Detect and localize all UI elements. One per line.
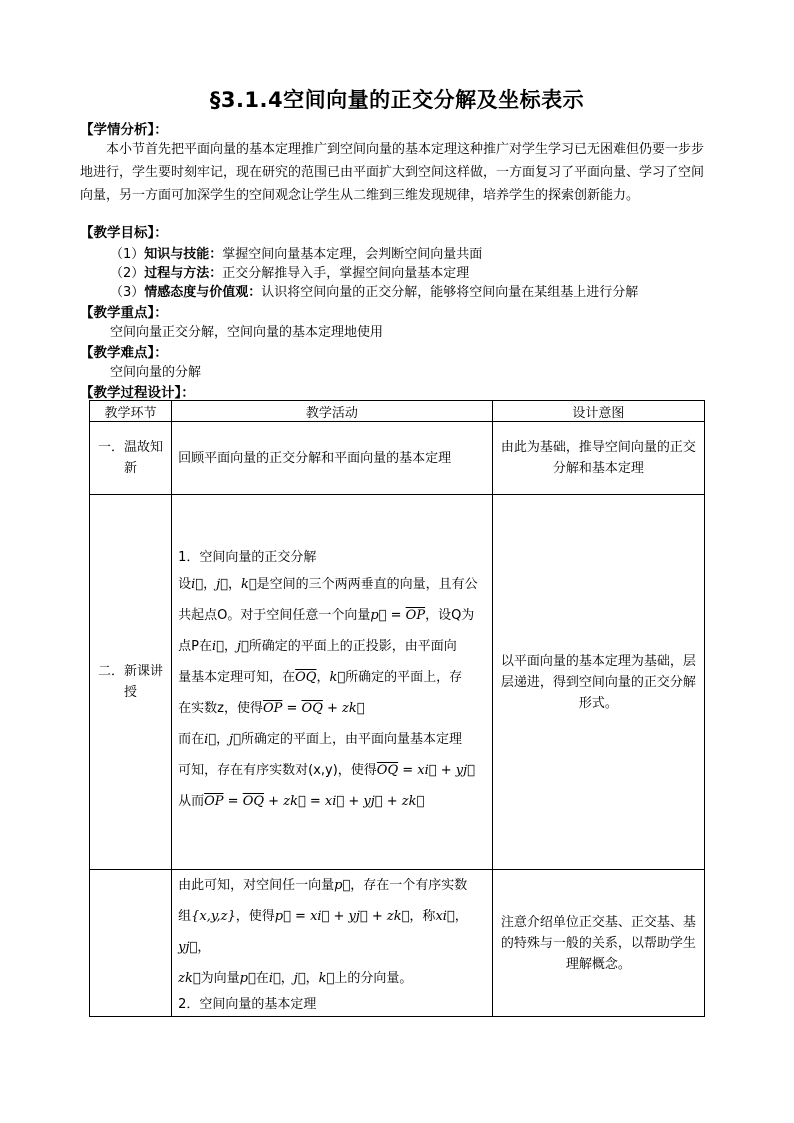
goal-item-1: （1）知识与技能：掌握空间向量基本定理，会判断空间向量共面 bbox=[110, 247, 483, 262]
row3-line-2: 组{x,y,z}，使得p⃗ = xi⃗ + yj⃗ + zk⃗，称xi⃗，yj⃗， bbox=[178, 909, 468, 955]
row1-intent: 由此为基础，推导空间向量的正交分解和基本定理 bbox=[492, 422, 704, 495]
key-points-text: 空间向量正交分解，空间向量的基本定理地使用 bbox=[110, 325, 384, 340]
difficulties-heading: 【教学难点】： bbox=[80, 345, 168, 361]
row1-activity: 回顾平面向量的正交分解和平面向量的基本定理 bbox=[172, 422, 493, 495]
row2-line-7: 可知，存在有序实数对(x,y)，使得$\overline{OQ}$ = xi⃗ + yj⃗ bbox=[178, 763, 475, 778]
analysis-text: 本小节首先把平面向量的基本定理推广到空间向量的基本定理这种推广对学生学习已无困难但仍要一步步地进行，学生要时刻牢记，现在研究的范围已由平面扩大到空间这样做，一方面复习了平面向量、学习了空间向量，另一方面可加深学生的空间观念让学生从二维到三维发现规律，培养学生的探索创新能力。 bbox=[80, 142, 705, 203]
row3-intent: 注意介绍单位正交基、正交基、基的特殊与一般的关系，以帮助学生理解概念。 bbox=[492, 870, 704, 1017]
row3-activity bbox=[172, 870, 493, 1017]
row2-section-title: 1．空间向量的正交分解 bbox=[178, 550, 317, 565]
row2-line-4: 量基本定理可知，在$\overline{OQ}$，k⃗所确定的平面上，存 bbox=[178, 670, 463, 685]
row1-stage: 一．温故知新 bbox=[90, 422, 172, 495]
key-points-heading: 【教学重点】： bbox=[80, 305, 168, 321]
row2-intent: 以平面向量的基本定理为基础，层层递进，得到空间向量的正交分解形式。 bbox=[492, 495, 704, 870]
table-row bbox=[90, 495, 705, 870]
header-stage: 教学环节 bbox=[90, 401, 172, 422]
row2-line-2: 共起点O。对于空间任意一个向量p⃗ = $\overline{OP}$，设Q为 bbox=[178, 608, 475, 623]
row2-line-8: 从而$\overline{OP} = \overline{OQ}$ + zk⃗ = xi⃗ + yj⃗ + zk⃗ bbox=[178, 794, 425, 809]
row3-line-3: zk⃗为向量p⃗在i⃗，j⃗，k⃗上的分向量。 bbox=[178, 971, 413, 986]
row2-line-3: 点P在i⃗，j⃗所确定的平面上的正投影，由平面向 bbox=[178, 639, 457, 654]
row3-line-1: 由此可知，对空间任一向量p⃗，存在一个有序实数 bbox=[178, 878, 468, 893]
row3-section-title: 2．空间向量的基本定理 bbox=[178, 997, 317, 1012]
table-header-row bbox=[90, 401, 705, 422]
table-row bbox=[90, 870, 705, 1017]
page-title: §3.1.4空间向量的正交分解及坐标表示 bbox=[209, 88, 585, 112]
process-table bbox=[89, 400, 705, 1017]
row2-line-1: 设i⃗，j⃗，k⃗是空间的三个两两垂直的向量，且有公 bbox=[178, 577, 478, 592]
header-activity: 教学活动 bbox=[172, 401, 493, 422]
goals-heading: 【教学目标】： bbox=[80, 225, 168, 241]
process-heading: 【教学过程设计】： bbox=[80, 385, 195, 401]
row3-stage bbox=[90, 870, 172, 1017]
row2-line-5: 在实数z，使得$\overline{OP} = \overline{OQ}$ + zk⃗ bbox=[178, 701, 365, 716]
row2-line-6: 而在i⃗，j⃗所确定的平面上，由平面向量基本定理 bbox=[178, 732, 462, 747]
header-intent: 设计意图 bbox=[492, 401, 704, 422]
goal-item-2: （2）过程与方法：正交分解推导入手，掌握空间向量基本定理 bbox=[110, 266, 470, 281]
analysis-heading: 【学情分析】： bbox=[80, 122, 168, 138]
difficulties-text: 空间向量的分解 bbox=[110, 365, 202, 380]
table-row bbox=[90, 422, 705, 495]
row2-stage: 二．新课讲授 bbox=[90, 495, 172, 870]
row2-activity bbox=[172, 495, 493, 870]
goal-item-3: （3）情感态度与价值观：认识将空间向量的正交分解，能够将空间向量在某组基上进行分解 bbox=[110, 285, 639, 300]
